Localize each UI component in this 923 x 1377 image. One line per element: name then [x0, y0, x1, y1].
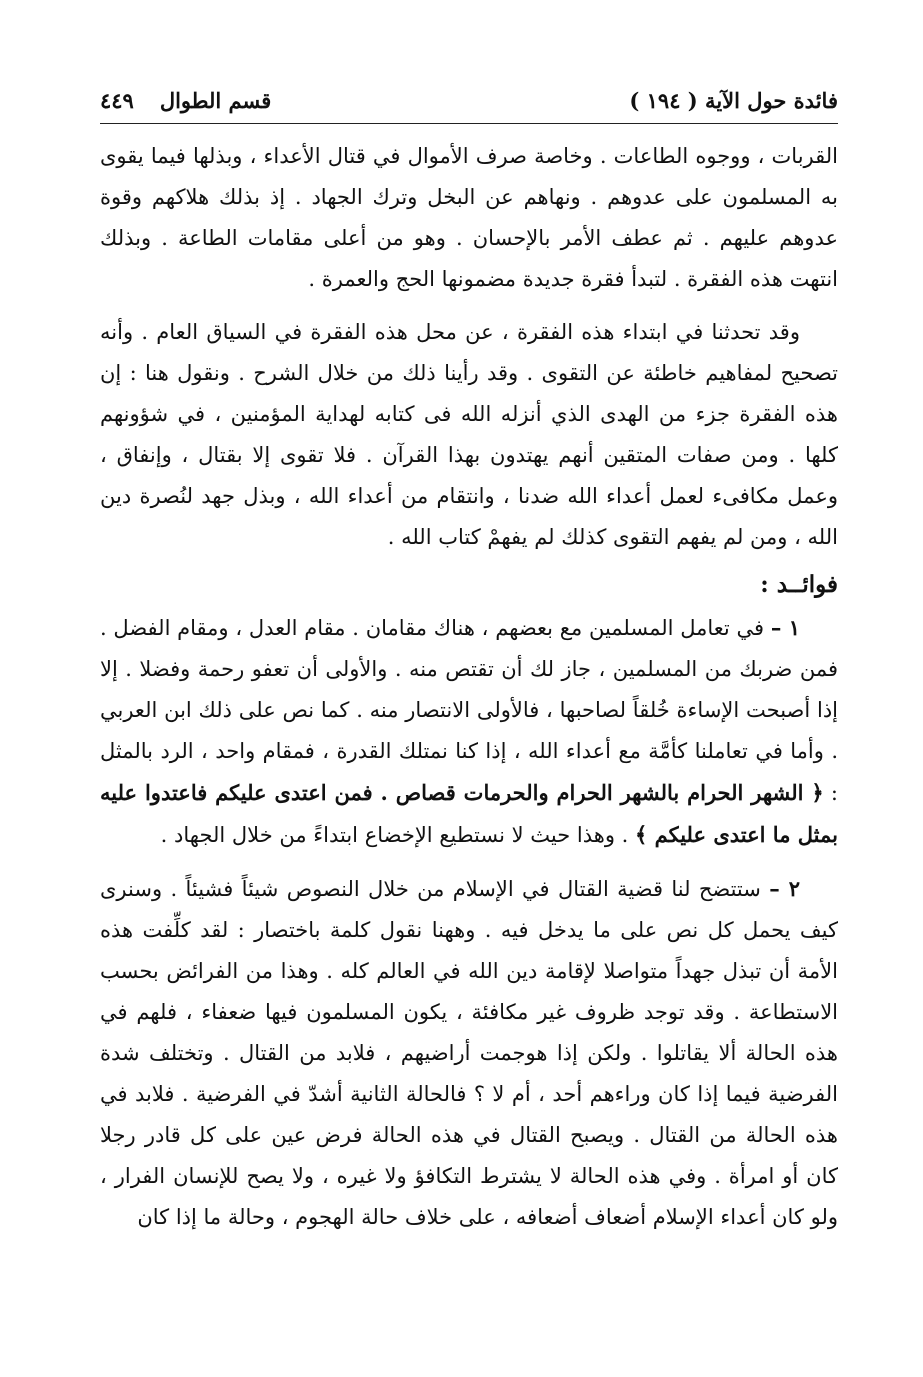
benefit-1-number: ١ – [770, 615, 800, 640]
header-right-group [100, 88, 271, 113]
benefit-1-text-a: في تعامل المسلمين مع بعضهم ، هناك مقامان . مقام العدل ، ومقام الفضل . فمن ضربك من المسلمين ، جاز لك أن تقتص منه . والأولى أن تعفو رحمة وفضلا . إلا إذا أصبحت الإساءة خُلقاً لصاحبها ، فالأولى الانتصار منه . كما نص على ذلك ابن العربي . وأما في تعاملنا كأمَّة مع أعداء الله ، إذا كنا نمتلك القدرة ، فمقام واحد ، الرد بالمثل : [100, 616, 838, 805]
section-title-fawaid: فوائــد : [760, 571, 838, 598]
page-header [100, 82, 838, 122]
page-number: ٤٤٩ [100, 88, 134, 113]
benefit-2-number: ٢ – [769, 876, 800, 901]
page-body [100, 136, 838, 1238]
benefit-2-text: ستتضح لنا قضية القتال في الإسلام من خلال النصوص شيئاً فشيئاً . وسنرى كيف يحمل كل نص على ما يدخل فيه . وههنا نقول كلمة باختصار : لقد كلِّفت هذه الأمة أن تبذل جهداً متواصلا لإقامة دين الله في العالم كله . وهذا من الفرائض بحسب الاستطاعة . وقد توجد ظروف غير مكافئة ، يكون المسلمون فيها ضعفاء ، فلهم في هذه الحالة ألا يقاتلوا . ولكن إذا هوجمت أراضيهم ، فلابد من القتال . وتختلف شدة الفرضية فيما إذا كان وراءهم أحد ، أم لا ؟ فالحالة الثانية أشدّ في الفرضية . فلابد في هذه الحالة من القتال . ويصبح القتال في هذه الحالة فرض عين على كل قادر رجلا كان أو امرأة . وفي هذه الحالة لا يشترط التكافؤ ولا غيره ، ولا يصح للإنسان الفرار ، ولو كان أعداء الإسلام أضعاف أضعافه ، على خلاف حالة الهجوم ، وحالة ما إذا كان [100, 877, 839, 1229]
header-rule [100, 123, 838, 124]
book-page [100, 82, 838, 1238]
paragraph-1: القربات ، ووجوه الطاعات . وخاصة صرف الأموال في قتال الأعداء ، وبذلها فيما يقوى به المسلمون على عدوهم . ونهاهم عن البخل وترك الجهاد . إذ بذلك هلاكهم وقوة عدوهم عليهم . ثم عطف الأمر بالإحسان . وهو من أعلى مقامات الطاعة . وبذلك انتهت هذه الفقرة . لتبدأ فقرة جديدة مضمونها الحج والعمرة . [100, 144, 838, 291]
running-title: فائدة حول الآية ( ١٩٤ ) [629, 88, 838, 113]
paragraph-2: وقد تحدثنا في ابتداء هذه الفقرة ، عن محل هذه الفقرة في السياق العام . وأنه تصحيح لمفاهيم خاطئة عن التقوى . وقد رأينا ذلك من خلال الشرح . ونقول هنا : إن هذه الفقرة جزء من الهدى الذي أنزله الله فى كتابه لهداية المؤمنين ، في شؤونهم كلها . ومن صفات المتقين أنهم يهتدون بهذا القرآن . فلا تقوى إلا بقتال ، وإنفاق ، وعمل مكافىء لعمل أعداء الله ضدنا ، وانتقام من أعداء الله ، وبذل جهد لنُصرة دين الله ، ومن لم يفهم التقوى كذلك لم يفهمْ كتاب الله . [100, 320, 838, 549]
benefit-1-text-b: . وهذا حيث لا نستطيع الإخضاع ابتداءً من خلال الجهاد . [160, 823, 629, 847]
quran-quote: ﴿ الشهر الحرام بالشهر الحرام والحرمات قصاص . فمن اعتدى عليكم فاعتدوا عليه بمثل ما اعتدى عليكم ﴾ [100, 780, 838, 847]
paragraph-benefit-1 [100, 607, 838, 856]
section-name: قسم الطوال [159, 88, 272, 113]
paragraph-benefit-2 [100, 868, 838, 1238]
